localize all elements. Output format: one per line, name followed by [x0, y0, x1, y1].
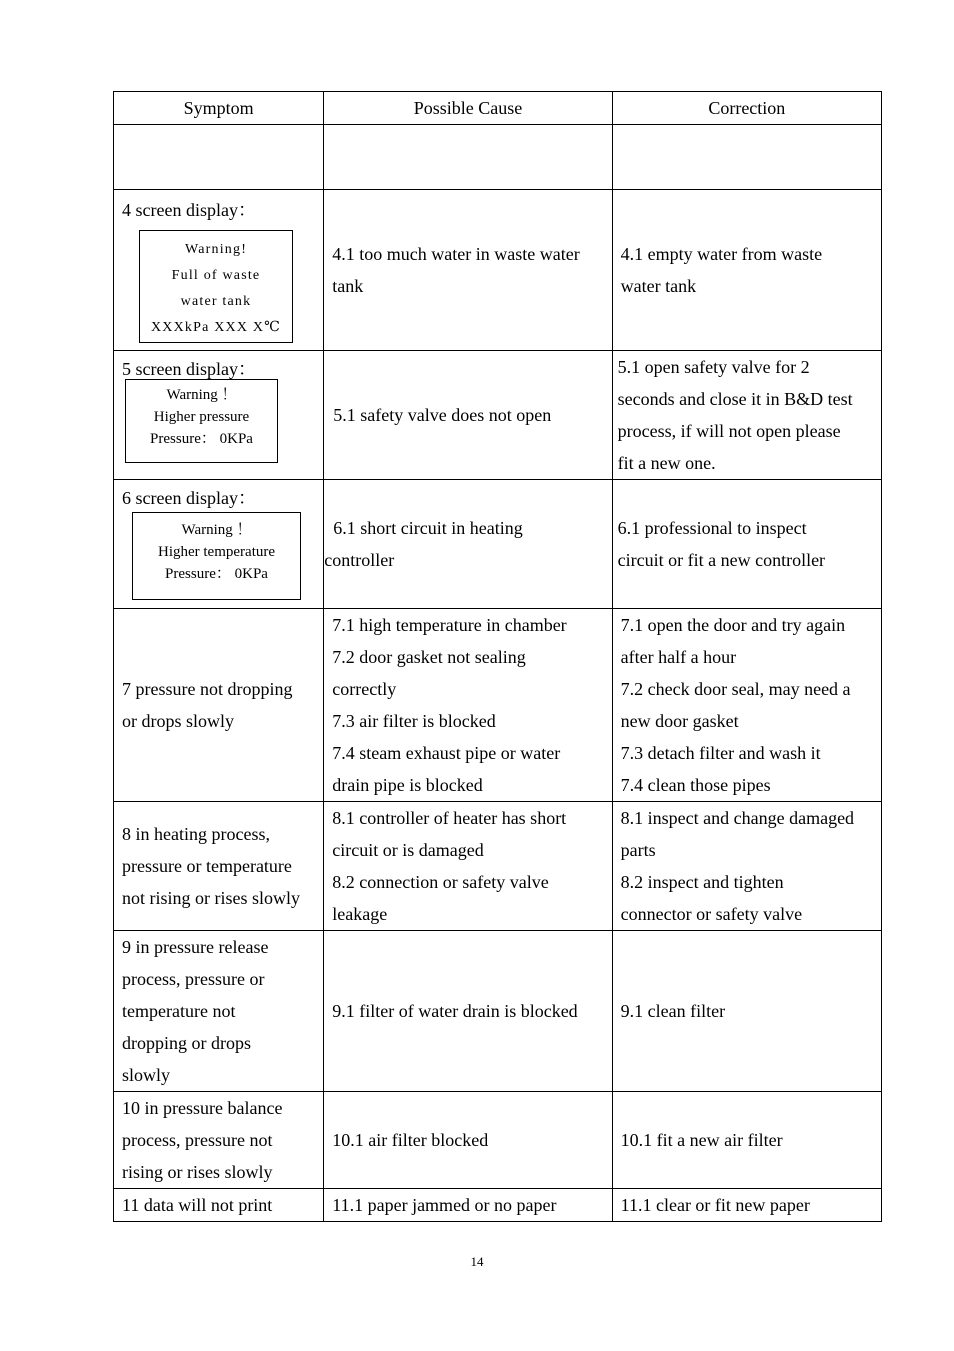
table-row	[114, 125, 882, 190]
symptom-cell: 9 in pressure release process, pressure or temperature not dropping or drops slowly	[114, 931, 324, 1092]
table-row	[114, 190, 882, 351]
correction-cell: 9.1 clean filter	[612, 931, 881, 1092]
correction-cell: 7.1 open the door and try again after half a hour 7.2 check door seal, may need a new door gasket 7.3 detach filter and wash it 7.4 clean those pipes	[612, 609, 881, 802]
table-row	[114, 480, 882, 609]
screen-display-box: Warning! Full of waste water tank XXXkPa XXX X℃	[139, 230, 293, 343]
table-row	[114, 1092, 882, 1189]
cause-cell: 5.1 safety valve does not open	[324, 351, 612, 480]
correction-cell: 5.1 open safety valve for 2 seconds and close it in B&D test process, if will not open please fit a new one.	[612, 351, 881, 480]
header-correction: Correction	[612, 92, 881, 125]
symptom-cell	[114, 190, 324, 351]
table-row	[114, 609, 882, 802]
cause-cell: 6.1 short circuit in heating controller	[324, 480, 612, 609]
correction-cell: 10.1 fit a new air filter	[612, 1092, 881, 1189]
correction-cell: 4.1 empty water from waste water tank	[612, 190, 881, 351]
page-number: 14	[470, 1254, 484, 1269]
table-row	[114, 931, 882, 1092]
cause-cell: 4.1 too much water in waste water tank	[324, 190, 612, 351]
header-row	[114, 92, 882, 125]
troubleshooting-table	[113, 91, 882, 1222]
correction-cell: 6.1 professional to inspect circuit or fit a new controller	[612, 480, 881, 609]
symptom-title: 6 screen display：	[122, 488, 256, 508]
symptom-cell: 11 data will not print	[114, 1189, 324, 1222]
cause-cell: 7.1 high temperature in chamber 7.2 door gasket not sealing correctly 7.3 air filter is blocked 7.4 steam exhaust pipe or water drain pipe is blocked	[324, 609, 612, 802]
symptom-cell: 7 pressure not dropping or drops slowly	[114, 609, 324, 802]
symptom-title: 4 screen display：	[122, 200, 256, 220]
screen-display-box: Warning ！ Higher temperature Pressure： 0KPa	[132, 512, 301, 600]
cause-cell: 9.1 filter of water drain is blocked	[324, 931, 612, 1092]
cause-cell: 10.1 air filter blocked	[324, 1092, 612, 1189]
correction-cell	[612, 125, 881, 190]
symptom-cell: 10 in pressure balance process, pressure not rising or rises slowly	[114, 1092, 324, 1189]
table-row	[114, 351, 882, 480]
screen-display-box: Warning ！ Higher pressure Pressure： 0KPa	[125, 379, 278, 463]
header-symptom: Symptom	[114, 92, 324, 125]
symptom-cell	[114, 480, 324, 609]
symptom-title: 5 screen display：	[122, 359, 256, 379]
table-row	[114, 802, 882, 931]
correction-cell: 11.1 clear or fit new paper	[612, 1189, 881, 1222]
header-possible-cause: Possible Cause	[324, 92, 612, 125]
correction-cell: 8.1 inspect and change damaged parts 8.2 inspect and tighten connector or safety valve	[612, 802, 881, 931]
table-row	[114, 1189, 882, 1222]
cause-cell	[324, 125, 612, 190]
symptom-cell	[114, 351, 324, 480]
cause-cell: 8.1 controller of heater has short circuit or is damaged 8.2 connection or safety valve leakage	[324, 802, 612, 931]
symptom-cell: 8 in heating process, pressure or temperature not rising or rises slowly	[114, 802, 324, 931]
symptom-cell	[114, 125, 324, 190]
cause-cell: 11.1 paper jammed or no paper	[324, 1189, 612, 1222]
